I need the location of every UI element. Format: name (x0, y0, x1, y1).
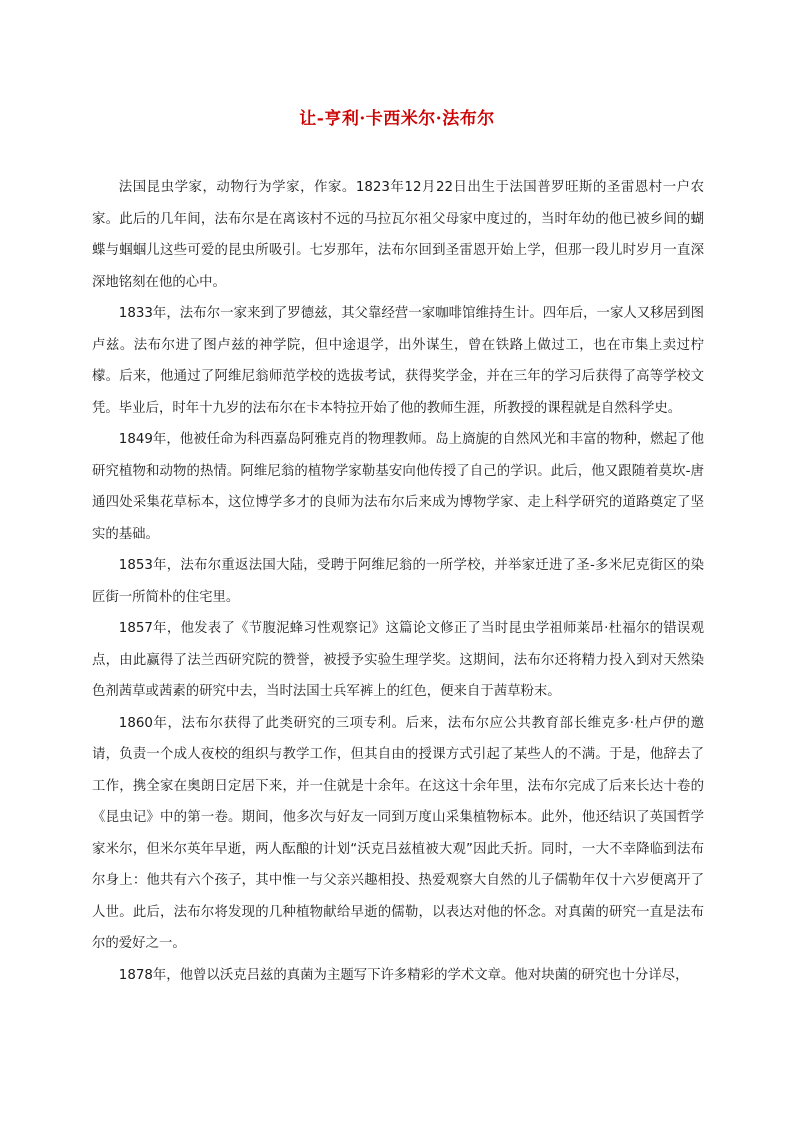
paragraph-1: 法国昆虫学家，动物行为学家，作家。1823年12月22日出生于法国普罗旺斯的圣雷恩村一户农家。此后的几年间，法布尔是在离该村不远的马拉瓦尔祖父母家中度过的，当时年幼的他已被乡间的蝴蝶与蝈蝈儿这些可爱的昆虫所吸引。七岁那年，法布尔回到圣雷恩开始上学，但那一段儿时岁月一直深深地铭刻在他的心中。 (92, 180, 704, 290)
paragraph-2: 1833年，法布尔一家来到了罗德兹，其父靠经营一家咖啡馆维持生计。四年后，一家人又移居到图卢兹。法布尔进了图卢兹的神学院，但中途退学，出外谋生，曾在铁路上做过工，也在市集上卖过柠檬。后来，他通过了阿维尼翁师范学校的选拔考试，获得奖学金，并在三年的学习后获得了高等学校文凭。毕业后，时年十九岁的法布尔在卡本特拉开始了他的教师生涯，所教授的课程就是自然科学史。 (92, 306, 704, 416)
paragraph-3: 1849年，他被任命为科西嘉岛阿雅克肖的物理教师。岛上旖旎的自然风光和丰富的物种，燃起了他研究植物和动物的热情。阿维尼翁的植物学家勒基安向他传授了自己的学识。此后，他又跟随着莫坎-唐通四处采集花草标本，这位博学多才的良师为法布尔后来成为博物学家、走上科学研究的道路奠定了坚实的基础。 (92, 432, 704, 542)
paragraph-6: 1860年，法布尔获得了此类研究的三项专利。后来，法布尔应公共教育部长维克多·杜卢伊的邀请，负责一个成人夜校的组织与教学工作，但其自由的授课方式引起了某些人的不满。于是，他辞去了工作，携全家在奥朗日定居下来，并一住就是十余年。在这这十余年里，法布尔完成了后来长达十卷的《昆虫记》中的第一卷。期间，他多次与好友一同到万度山采集植物标本。此外，他还结识了英国哲学家米尔，但米尔英年早逝，两人酝酿的计划“沃克吕兹植被大观”因此夭折。同时，一大不幸降临到法布尔身上：他共有六个孩子，其中惟一与父亲兴趣相投、热爱观察大自然的儿子儒勒年仅十六岁便离开了人世。此后，法布尔将发现的几种植物献给早逝的儒勒，以表达对他的怀念。对真菌的研究一直是法布尔的爱好之一。 (92, 715, 704, 951)
paragraph-5: 1857年，他发表了《节腹泥蜂习性观察记》这篇论文修正了当时昆虫学祖师莱昂·杜福尔的错误观点，由此赢得了法兰西研究院的赞誉，被授予实验生理学奖。这期间，法布尔还将精力投入到对天然染色剂茜草或茜素的研究中去，当时法国士兵军裤上的红色，便来自于茜草粉末。 (92, 621, 704, 699)
document-title: 让-亨利·卡西米尔·法布尔 (299, 109, 495, 129)
paragraph-4: 1853年，法布尔重返法国大陆，受聘于阿维尼翁的一所学校，并举家迁进了圣-多米尼克街区的染匠街一所简朴的住宅里。 (92, 558, 704, 605)
document-body (92, 172, 704, 991)
paragraph-7: 1878年，他曾以沃克吕兹的真菌为主题写下许多精彩的学术文章。他对块菌的研究也十分详尽， (118, 967, 689, 983)
